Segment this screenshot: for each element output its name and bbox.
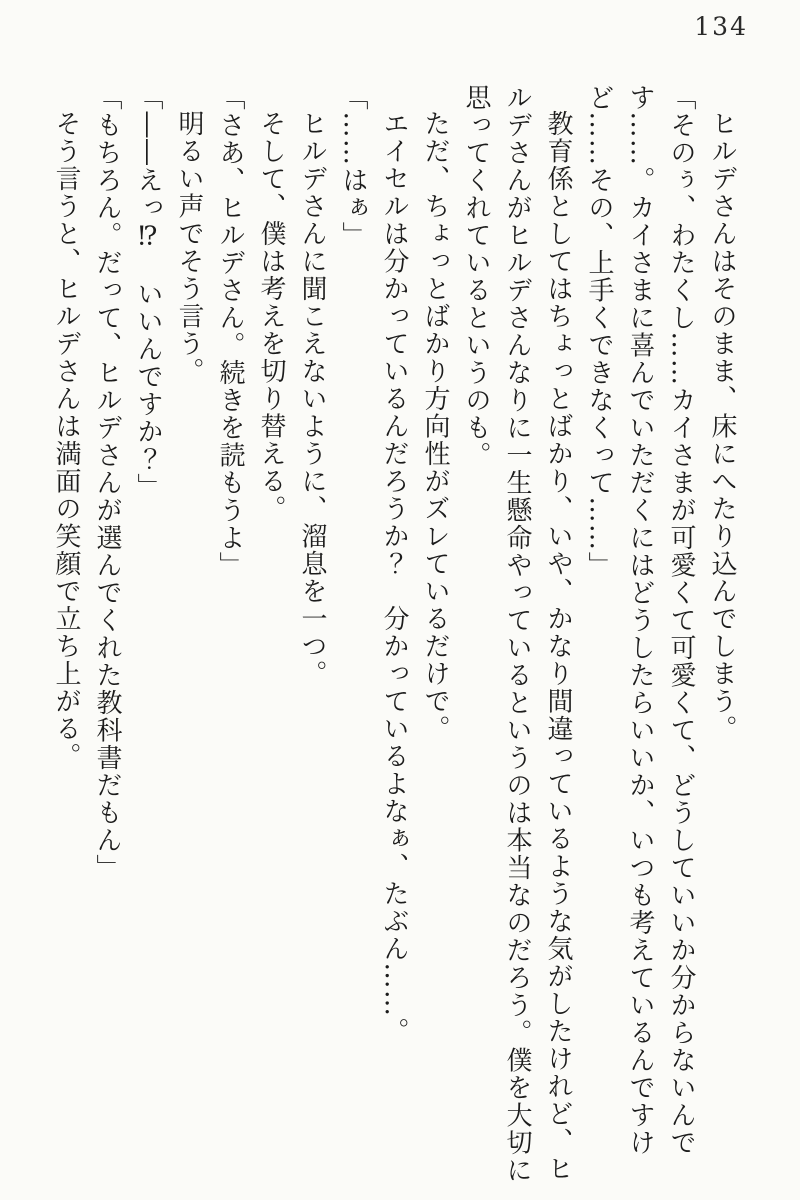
- paragraph-dialogue: 「……はぁ」: [338, 84, 368, 249]
- vertical-text-block: [30, 84, 742, 1194]
- paragraph: ただ、ちょっとばかり方向性がズレているだけで。: [420, 110, 450, 743]
- paragraph: ヒルデさんに聞こえないように、溜息を一つ。: [297, 110, 327, 688]
- paragraph-dialogue: 「さあ、ヒルデさん。続きを読もうよ」: [215, 84, 245, 579]
- paragraph: ヒルデさんはそのまま、床にへたり込んでしまう。: [707, 110, 737, 743]
- paragraph: 教育係としてはちょっとばかり、いや、かなり間違っているような気がしたけれど、ヒルデさんがヒルデさんなりに一生懸命やっているというのは本当なのだろう。僕を大切に思ってくれているというのも。: [461, 84, 573, 1184]
- paragraph-dialogue: 「もちろん。だって、ヒルデさんが選んでくれた教科書だもん」: [92, 84, 122, 882]
- page-number: 134: [694, 12, 748, 41]
- paragraph: そう言うと、ヒルデさんは満面の笑顔で立ち上がる。: [51, 110, 81, 770]
- paragraph: エイセルは分かっているんだろうか？ 分かっているよなぁ、たぶん……。: [379, 110, 409, 1045]
- paragraph-dialogue: 「――えっ⁉ いいんですか？」: [133, 84, 163, 501]
- paragraph-dialogue: 「そのぅ、わたくし……カイさまが可愛くて可愛くて、どうしていいか分からないんです……。カイさまに喜んでいただくにはどうしたらいいか、いつも考えているんですけど……その、上手くできなくって……」: [584, 84, 696, 1157]
- paragraph: 明るい声でそう言う。: [174, 110, 204, 385]
- paragraph: そして、僕は考えを切り替える。: [256, 110, 286, 523]
